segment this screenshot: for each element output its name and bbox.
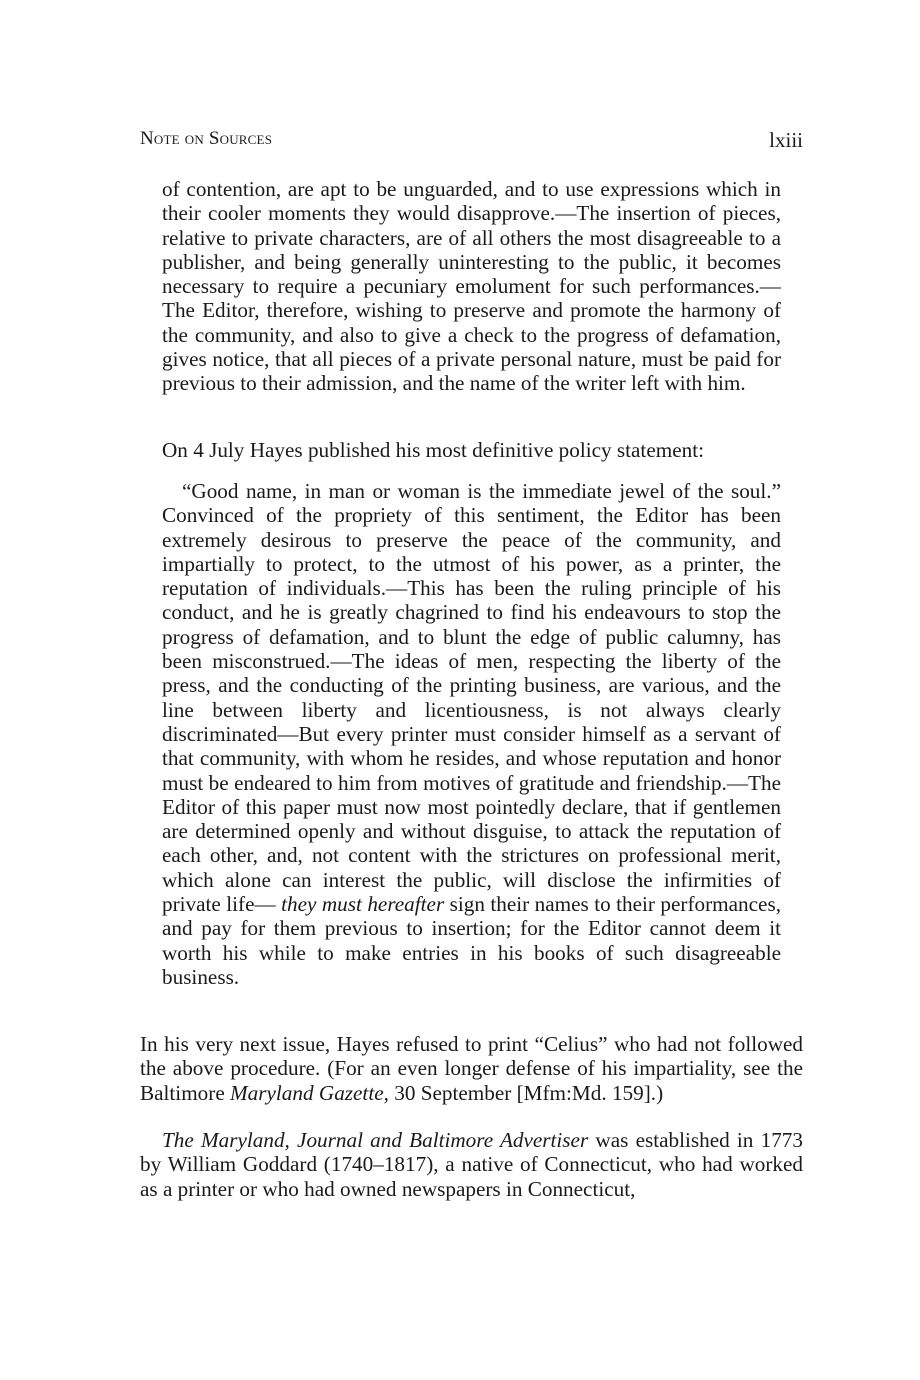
body1-text-before: In his very next issue, Hayes refused to print “Celius” who had not followed the above procedure. (For an even longer defense of his impartiality, see the Baltimore	[140, 1032, 803, 1105]
block-quote-first: of contention, are apt to be unguarded, and to use expressions which in their cooler moments they would disapprove.—The insertion of pieces, relative to private characters, are of all others the most disagreeable to a publisher, and being generally uninteresting to the public, it becomes necessary to require a pecuniary emolument for such performances.—The Editor, therefore, wishing to preserve and promote the harmony of the community, and also to give a check to the progress of defamation, gives notice, that all pieces of a private personal nature, must be paid for previous to their admission, and the name of the writer left with him.	[162, 177, 781, 396]
body2-newspaper-title: The Maryland, Journal and Baltimore Advertiser	[162, 1128, 589, 1152]
body-paragraph-goddard	[140, 1128, 803, 1201]
intro-paragraph: On 4 July Hayes published his most definitive policy statement:	[162, 438, 704, 462]
body1-newspaper-title: Maryland Gazette,	[230, 1080, 389, 1105]
body1-text-after: 30 September [Mfm:Md. 159].)	[388, 1080, 664, 1105]
block-quote-second	[162, 479, 781, 989]
running-title: Note on Sources	[140, 128, 273, 149]
quote2-text-before: “Good name, in man or woman is the immediate jewel of the soul.” Convinced of the propriety of this sentiment, the Editor has been extremely desirous to preserve the peace of the community, and impartially to protect, to the utmost of his power, as a printer, the reputation of individuals.—This has been the ruling principle of his conduct, and he is greatly chagrined to find his endeavours to stop the progress of defamation, and to blunt the edge of public calumny, has been misconstrued.—The ideas of men, respecting the liberty of the press, and the conducting of the printing business, are various, and the line between liberty and licentiousness, is not always clearly discriminated—But every printer must consider himself as a servant of that community, with whom he resides, and whose reputation and honor must be endeared to him from motives of gratitude and friendship.—The Editor of this paper must now most pointedly declare, that if gentlemen are determined openly and without disguise, to attack the reputation of each other, and, not content with the strictures on professional merit, which alone can interest the public, will disclose the infirmities of private life—	[162, 479, 781, 917]
quote2-italic-phrase: they must hereafter	[281, 892, 445, 917]
page-number: lxiii	[769, 128, 803, 152]
running-head	[140, 128, 803, 156]
quote2-text-after: sign their names to their performances, and pay for them previous to insertion; for the Editor cannot deem it worth his while to make entries in his books of such disagreeable business.	[162, 892, 781, 989]
body2-text-after: was established in 1773 by William Goddard (1740–1817), a native of Connecticut, who had worked as a printer or who had owned newspapers in Connecticut,	[140, 1128, 803, 1201]
body-paragraph-hayes	[140, 1032, 803, 1105]
